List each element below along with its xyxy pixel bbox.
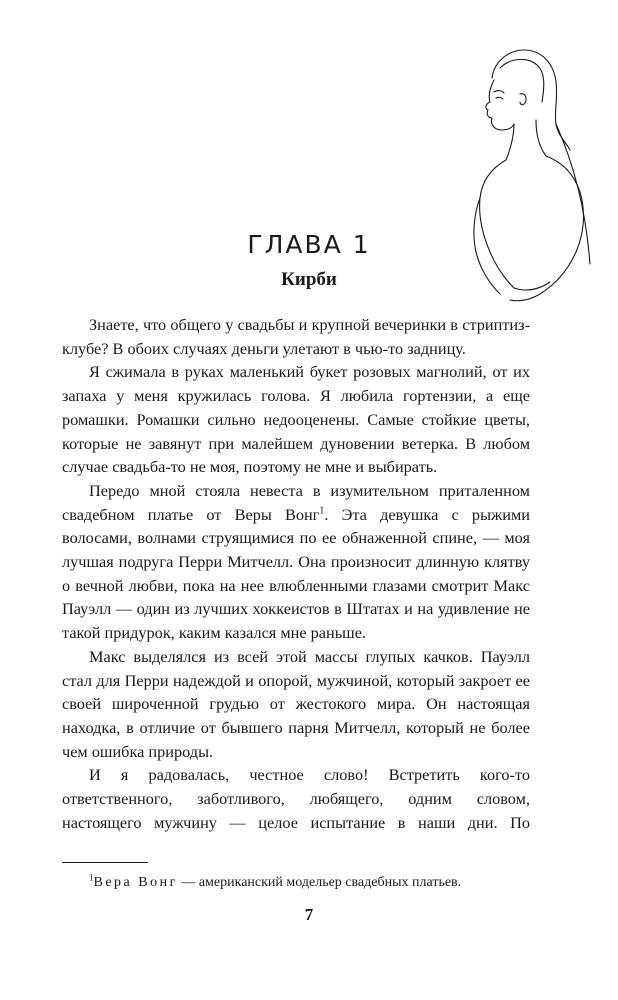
paragraph: Знаете, что общего у свадьбы и крупной вечеринки в стриптиз-клубе? В обоих случаях деньги улетают в чью-то задницу. [62, 315, 530, 358]
footnote-term: Вера Вонг [93, 875, 178, 890]
woman-line-drawing-icon [470, 38, 602, 308]
page-number: 7 [304, 905, 314, 924]
chapter-heading: ГЛАВА 1 [247, 230, 371, 259]
paragraph [62, 479, 530, 645]
footnote-divider [62, 862, 148, 863]
footnote-number: 1 [89, 872, 94, 883]
footnote-reference[interactable]: 1 [319, 505, 325, 517]
paragraph-text: Передо мной стояла невеста в изумительном приталенном свадебном платье от Веры Вонг [62, 480, 530, 524]
body-text [62, 313, 530, 834]
paragraph: Я сжимала в руках маленький букет розовых магнолий, от их запаха у меня кружилась голова. Я любила гортензии, а еще ромашки. Ромашки сильно недооценены. Самые стойкие цветы, которые не завянут при малейшем дуновении ветерка. В любом случае свадьба-то не моя, поэтому не мне и выбирать. [62, 362, 530, 477]
paragraph: Макс выделялся из всей этой массы глупых качков. Пауэлл стал для Перри надеждой и опорой, мужчиной, который закроет ее своей широченной грудью от жестокого мира. Он настоящая находка, в отличие от бывшего парня Митчелл, который не более чем ошибка природы. [62, 646, 530, 761]
footnote-text: — американский модельер свадебных платьев. [177, 875, 462, 890]
footnote [62, 874, 530, 892]
paragraph-text: . Эта девушка с рыжими волосами, волнами струящимися по ее обнаженной спине, — моя лучшая подруга Перри Митчелл. Она произносит длинную клятву о вечной любви, пока на нее влюбленными глазами смотрит Макс Пауэлл — один из лучших хоккеистов в Штатах и на удивление не такой придурок, каким казался мне раньше. [62, 504, 530, 643]
chapter-subtitle: Кирби [281, 269, 337, 290]
paragraph: И я радовалась, честное слово! Встретить кого-то ответственного, заботливого, любящего, одним словом, настоящего мужчину — целое испытание в наши дни. По [62, 765, 530, 832]
